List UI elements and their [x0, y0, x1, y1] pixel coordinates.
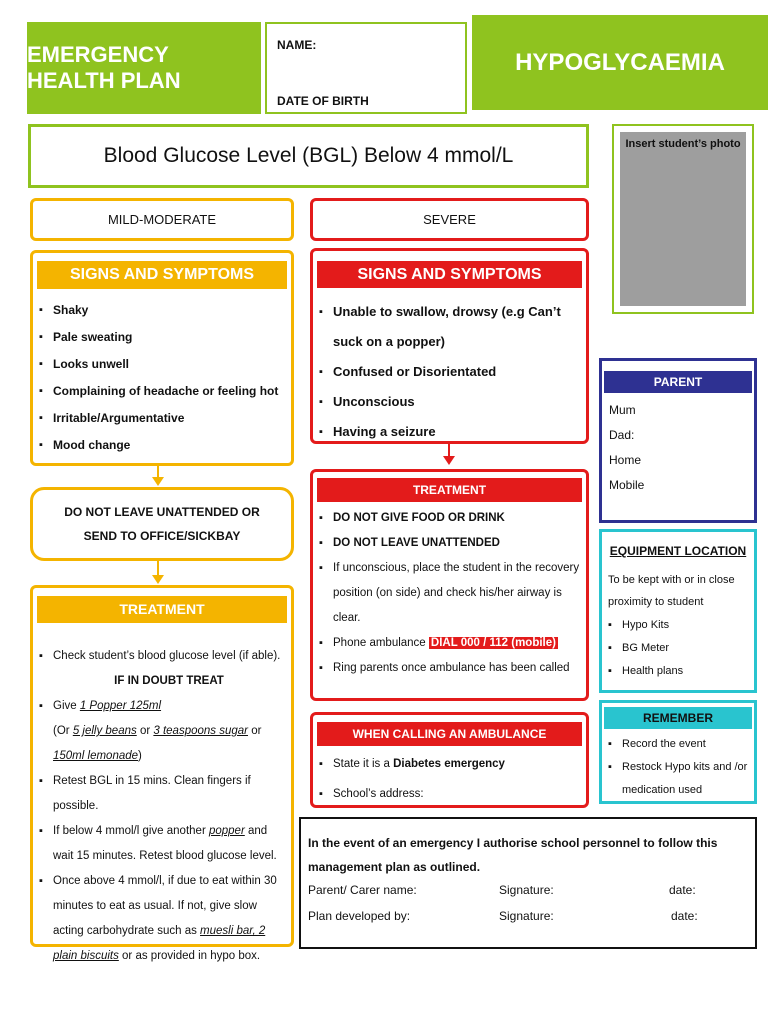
list-item: ▪ Unconscious	[319, 387, 581, 417]
list-item: ▪ Having a seizure	[319, 417, 581, 447]
plan-title-banner	[27, 22, 261, 114]
photo-placeholder[interactable]	[620, 132, 746, 306]
severe-label-box	[310, 198, 589, 241]
treat-lemonade: 150ml lemonade	[53, 750, 139, 762]
parent-box	[599, 358, 757, 523]
equipment-box	[599, 529, 757, 693]
photo-label: Insert student’s photo	[625, 138, 741, 150]
list-item	[319, 631, 581, 656]
remember-list	[608, 733, 750, 802]
list-item: ▪ Looks unwell	[39, 351, 289, 378]
calling-ambulance-list	[319, 749, 581, 809]
list-item: ▪ Pale sweating	[39, 324, 289, 351]
list-item: ▪ Shaky	[39, 297, 289, 324]
mild-treatment-box	[30, 585, 294, 962]
parent-carer-name-label[interactable]: Parent/ Carer name:	[308, 883, 417, 897]
treat-retest-post: and wait 15 minutes. Retest blood glucose level.	[53, 825, 277, 862]
mild-arrow-2	[157, 561, 159, 576]
photo-frame	[612, 124, 754, 314]
list-item: ▪ Unable to swallow, drowsy (e.g Can’t suck on a popper)	[319, 297, 581, 357]
remember-box	[599, 700, 757, 804]
authorisation-box	[299, 817, 757, 949]
treat-popper: 1 Popper 125ml	[79, 700, 162, 712]
equipment-list	[608, 614, 750, 683]
parent-mum: Mum	[609, 403, 636, 417]
list-item: ▪ Confused or Disorientated	[319, 357, 581, 387]
list-item: ▪ Record the event	[608, 733, 750, 756]
list-item	[39, 819, 285, 869]
calling-ambulance-heading: WHEN CALLING AN AMBULANCE	[317, 722, 582, 746]
list-item: ▪ Mood change	[39, 432, 289, 459]
list-item: ▪ Health plans	[608, 660, 750, 683]
treat-check-bgl: Check student’s blood glucose level (if able).	[53, 650, 281, 662]
signature-label[interactable]: Signature:	[499, 909, 554, 923]
unattended-warning: DO NOT LEAVE UNATTENDED OR SEND TO OFFICE/SICKBAY	[64, 505, 260, 543]
list-item: ▪ Hypo Kits	[608, 614, 750, 637]
mild-treatment-list	[39, 644, 285, 969]
treat-above-post: or as provided in hypo box.	[118, 950, 261, 962]
severe-treatment-heading: TREATMENT	[317, 478, 582, 502]
parent-mobile: Mobile	[609, 478, 645, 492]
name-label: NAME:	[277, 38, 317, 52]
list-item	[39, 694, 285, 769]
mild-signs-box	[30, 250, 294, 466]
list-item	[39, 869, 285, 969]
severe-signs-heading: SIGNS AND SYMPTOMS	[317, 261, 582, 288]
parent-items	[609, 398, 644, 498]
treat-if-in-doubt: IF IN DOUBT TREAT	[114, 675, 224, 687]
dob-label: DATE OF BIRTH	[277, 94, 369, 108]
mild-arrow-1	[157, 466, 159, 478]
parent-dad: Dad:	[609, 428, 635, 442]
severe-signs-box	[310, 248, 589, 444]
state-pre: State it is a	[333, 758, 394, 770]
bgl-title-box	[28, 124, 589, 188]
dial-emergency-number: DIAL 000 / 112 (mobile)	[430, 637, 556, 649]
plan-developed-by-label[interactable]: Plan developed by:	[308, 909, 411, 923]
treat-or-open: (Or	[53, 725, 73, 737]
parent-heading: PARENT	[604, 371, 752, 393]
list-item: ▪ Irritable/Argumentative	[39, 405, 289, 432]
authorisation-statement: In the event of an emergency I authorise school personnel to follow this management plan as outlined.	[308, 836, 718, 874]
date-label[interactable]: date:	[669, 883, 696, 897]
treat-or-close: )	[138, 750, 142, 762]
treat-above-pre: Once above 4 mmol/l, if due to eat within 30 minutes to eat as usual. If not, give slow acting carbohydrate such as	[53, 875, 277, 937]
treat-retest-pre: If below 4 mmol/l give another	[53, 825, 209, 837]
severe-signs-list	[319, 297, 581, 447]
severe-treatment-list	[319, 506, 581, 681]
list-item: ▪ DO NOT LEAVE UNATTENDED	[319, 531, 581, 556]
list-item: ▪ If unconscious, place the student in the recovery position (on side) and check his/her airway is clear.	[319, 556, 581, 631]
mild-signs-list	[39, 297, 289, 459]
severe-treatment-box	[310, 469, 589, 701]
mild-signs-heading: SIGNS AND SYMPTOMS	[37, 261, 287, 289]
list-item: ▪ Retest BGL in 15 mins. Clean fingers if possible.	[39, 769, 285, 819]
diabetes-emergency: Diabetes emergency	[393, 758, 505, 770]
treat-or: or	[136, 725, 154, 737]
treat-or: or	[248, 725, 262, 737]
list-item: ▪ School’s address:	[319, 779, 581, 809]
list-item: ▪ Ring parents once ambulance has been called	[319, 656, 581, 681]
treat-give: Give	[53, 700, 80, 712]
treat-jelly-beans: 5 jelly beans	[72, 725, 137, 737]
plan-title: EMERGENCY HEALTH PLAN	[27, 42, 181, 93]
unattended-box	[30, 487, 294, 561]
ambulance-pre: Phone ambulance	[333, 637, 429, 649]
date-label[interactable]: date:	[671, 909, 698, 923]
list-item: ▪ BG Meter	[608, 637, 750, 660]
list-item: ▪ DO NOT GIVE FOOD OR DRINK	[319, 506, 581, 531]
student-details-box	[265, 22, 467, 114]
parent-home: Home	[609, 453, 642, 467]
severe-label: SEVERE	[423, 212, 476, 227]
remember-heading: REMEMBER	[604, 707, 752, 729]
mild-moderate-label-box	[30, 198, 294, 241]
list-item	[319, 749, 581, 779]
treat-sugar: 3 teaspoons sugar	[153, 725, 248, 737]
signature-label[interactable]: Signature:	[499, 883, 554, 897]
list-item	[39, 644, 285, 694]
calling-ambulance-box	[310, 712, 589, 808]
list-item: ▪ Restock Hypo kits and /or medication used	[608, 756, 750, 802]
severe-arrow	[448, 444, 450, 457]
list-item: ▪ Complaining of headache or feeling hot	[39, 378, 289, 405]
bgl-title: Blood Glucose Level (BGL) Below 4 mmol/L	[103, 144, 514, 167]
treat-another-popper: popper	[208, 825, 245, 837]
mild-treatment-heading: TREATMENT	[37, 596, 287, 623]
equipment-heading: EQUIPMENT LOCATION	[609, 544, 747, 558]
mild-moderate-label: MILD-MODERATE	[107, 212, 217, 227]
equipment-intro: To be kept with or in close proximity to student	[608, 574, 735, 608]
treat-snack: muesli bar, 2 plain biscuits	[53, 925, 266, 962]
condition-banner	[472, 15, 768, 110]
condition-title: HYPOGLYCAEMIA	[515, 48, 725, 76]
